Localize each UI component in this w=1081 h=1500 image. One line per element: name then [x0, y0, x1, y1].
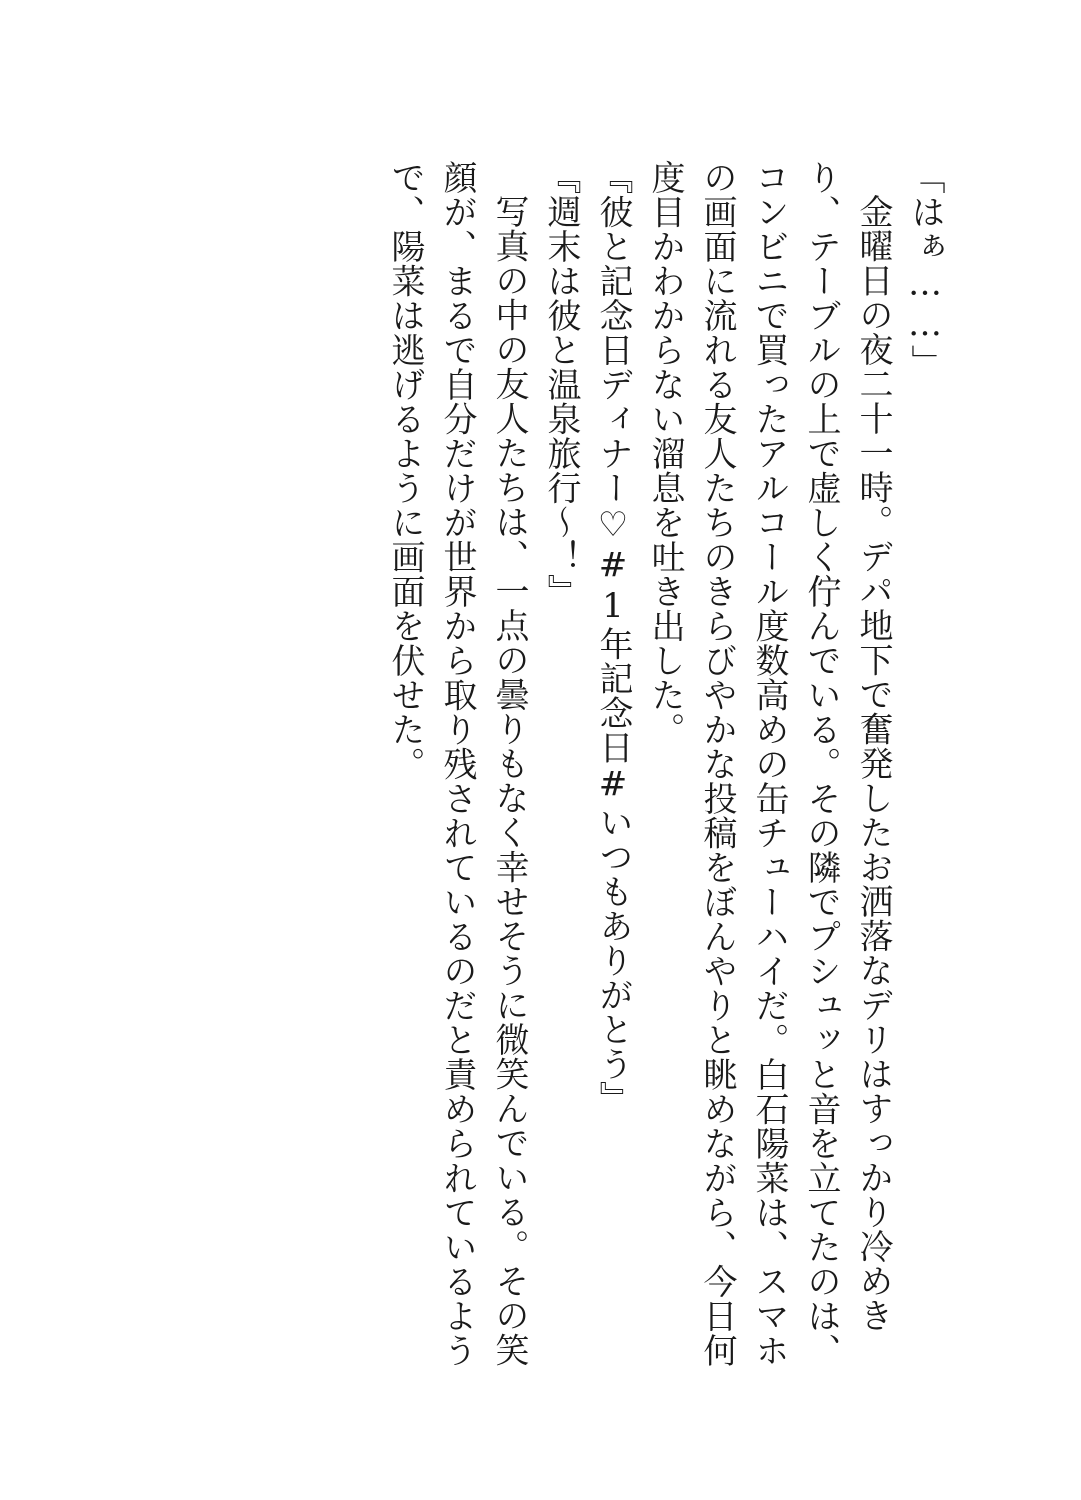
narrative-paragraph-2: 写真の中の友人たちは、一点の曇りもなく幸せそうに微笑んでいる。その笑顔が、まるで自分だけが世界から取り残されているのだと責められているようで、陽菜は逃げるように画面を伏せた。	[385, 160, 529, 1368]
narrative-paragraph-1: 金曜日の夜二十一時。デパ地下で奮発したお洒落なデリはすっかり冷めきり、テーブルの上で虚しく佇んでいる。その隣でプシュッと音を立てたのは、コンビニで買ったアルコール度数高めの缶チューハイだ。白石陽菜は、スマホの画面に流れる友人たちのきらびやかな投稿をぼんやりと眺めながら、今日何度目かわからない溜息を吐き出した。	[645, 160, 893, 1368]
sns-post-2: 『週末は彼と温泉旅行〜！』	[541, 160, 581, 609]
dialogue-sigh: 「はぁ……」	[905, 160, 945, 379]
sns-post-1: 『彼と記念日ディナー♡#1年記念日#いつもありがとう』	[593, 160, 633, 1116]
vertical-text-body	[379, 160, 951, 1380]
